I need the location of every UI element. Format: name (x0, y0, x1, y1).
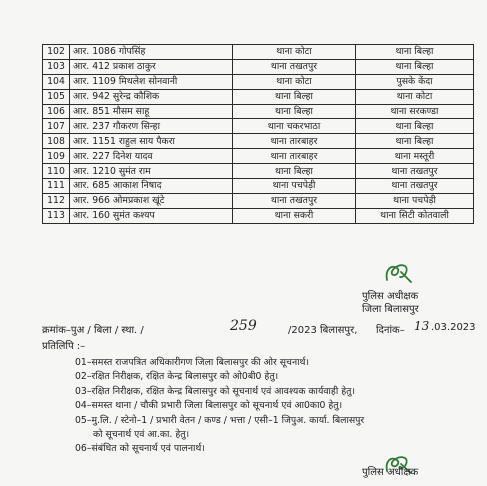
copy-item: 03–रक्षित निरीक्षक, रक्षित केन्द्र बिलासपुर को सूचनार्थ एवं आवश्यक कार्यवाही हेतु। (75, 385, 355, 397)
copy-list (75, 356, 364, 457)
copy-item-continuation: को सूचनार्थ एवं आ.का. हेतु। (93, 429, 190, 441)
employee-name-cell: आर. 1086 गोपसिंह (70, 45, 233, 60)
copy-to-label: प्रतिलिपि :– (42, 341, 86, 352)
copy-item: 05–मु.लि. / स्टेनो–1 / प्रभारी वेतन / कण्ड / भत्ता / एसी–1 जिपुअ. कार्या. बिलासपुर (75, 414, 365, 426)
serial-number-cell: 110 (43, 164, 70, 179)
new-posting-cell: थाना सरकण्डा (356, 104, 474, 119)
current-posting-cell: थाना चकरभाठा (233, 119, 356, 134)
serial-number-cell: 102 (43, 45, 70, 60)
table-row (43, 208, 474, 223)
reference-label: क्रमांक–पुअ / बिला / स्था. / (42, 325, 144, 336)
employee-name-cell: आर. 227 दिनेश यादव (70, 149, 233, 164)
new-posting-cell: थाना तखतपुर (356, 164, 474, 179)
table-row (43, 74, 474, 89)
serial-number-cell: 106 (43, 104, 70, 119)
new-posting-cell: थाना तखतपुर (356, 179, 474, 194)
signature-mark (381, 260, 415, 286)
copy-item: 04–समस्त थाना / चौकी प्रभारी जिला बिलासपुर को सूचनार्थ एवं आ0का0 हेतु। (75, 400, 343, 412)
current-posting-cell: थाना बिल्हा (233, 164, 356, 179)
serial-number-cell: 109 (43, 149, 70, 164)
current-posting-cell: थाना बिल्हा (233, 89, 356, 104)
current-posting-cell: थाना कोटा (233, 74, 356, 89)
transfer-table-body (43, 45, 474, 224)
employee-name-cell: आर. 851 मौसम साहू (70, 104, 233, 119)
copy-item: 06–संबंधित को सूचनार्थ एवं पालनार्थ। (75, 443, 205, 455)
new-posting-cell: थाना सिटी कोतवाली (356, 208, 474, 223)
table-row (43, 179, 474, 194)
table-row (43, 164, 474, 179)
current-posting-cell: थाना बिल्हा (233, 104, 356, 119)
current-posting-cell: थाना कोटा (233, 45, 356, 60)
serial-number-cell: 113 (43, 208, 70, 223)
designation-title-bottom: पुलिस अधीक्षक (362, 467, 419, 478)
table-row (43, 45, 474, 60)
serial-number-cell: 104 (43, 74, 70, 89)
new-posting-cell: थाना मस्तूरी (356, 149, 474, 164)
date-month-year: .03.2023 (431, 322, 476, 333)
employee-name-cell: आर. 966 ओमप्रकाश खूंटे (70, 193, 233, 208)
date-day: 13 (414, 319, 430, 333)
employee-name-cell: आर. 1109 मिथलेश सोनवानी (70, 74, 233, 89)
employee-name-cell: आर. 237 गौकरण सिन्हा (70, 119, 233, 134)
table-row (43, 134, 474, 149)
serial-number-cell: 108 (43, 134, 70, 149)
new-posting-cell: पुसके केंदा (356, 74, 474, 89)
designation-district: जिला बिलासपुर (362, 304, 419, 315)
employee-name-cell: आर. 942 सुरेन्द्र कौशिक (70, 89, 233, 104)
new-posting-cell: थाना पचपेड़ी (356, 193, 474, 208)
current-posting-cell: थाना सकरी (233, 208, 356, 223)
designation-title: पुलिस अधीक्षक (362, 291, 419, 302)
employee-name-cell: आर. 685 आकाश निषाद (70, 179, 233, 194)
employee-name-cell: आर. 412 प्रकाश ठाकुर (70, 59, 233, 74)
table-row (43, 119, 474, 134)
serial-number-cell: 103 (43, 59, 70, 74)
table-row (43, 193, 474, 208)
new-posting-cell: थाना बिल्हा (356, 59, 474, 74)
copy-item: 02–रक्षित निरीक्षक, रक्षित केन्द्र बिलासपुर को ओ0बी0 हेतु। (75, 371, 279, 383)
new-posting-cell: थाना बिल्हा (356, 119, 474, 134)
copy-item: 01–समस्त राजपत्रित अधिकारीगण जिला बिलासपुर की ओर सूचनार्थ। (75, 357, 309, 368)
table-row (43, 89, 474, 104)
current-posting-cell: थाना तारबाहर (233, 134, 356, 149)
employee-name-cell: आर. 1210 सुमंत राम (70, 164, 233, 179)
table-row (43, 104, 474, 119)
transfer-table (42, 44, 474, 224)
new-posting-cell: थाना कोटा (356, 89, 474, 104)
employee-name-cell: आर. 160 सुमंत कश्यप (70, 208, 233, 223)
new-posting-cell: थाना बिल्हा (356, 134, 474, 149)
current-posting-cell: थाना तखतपुर (233, 59, 356, 74)
current-posting-cell: थाना तखतपुर (233, 193, 356, 208)
current-posting-cell: थाना तारबाहर (233, 149, 356, 164)
serial-number-cell: 111 (43, 179, 70, 194)
table-row (43, 59, 474, 74)
reference-year-place: /2023 बिलासपुर, (288, 325, 358, 336)
serial-number-cell: 105 (43, 89, 70, 104)
date-label: दिनांक– (376, 325, 405, 336)
current-posting-cell: थाना पचपेड़ी (233, 179, 356, 194)
reference-line (42, 318, 482, 338)
employee-name-cell: आर. 1151 राहुल साय पैकरा (70, 134, 233, 149)
serial-number-cell: 107 (43, 119, 70, 134)
table-row (43, 149, 474, 164)
reference-number: 259 (230, 318, 257, 334)
serial-number-cell: 112 (43, 193, 70, 208)
new-posting-cell: थाना बिल्हा (356, 45, 474, 60)
